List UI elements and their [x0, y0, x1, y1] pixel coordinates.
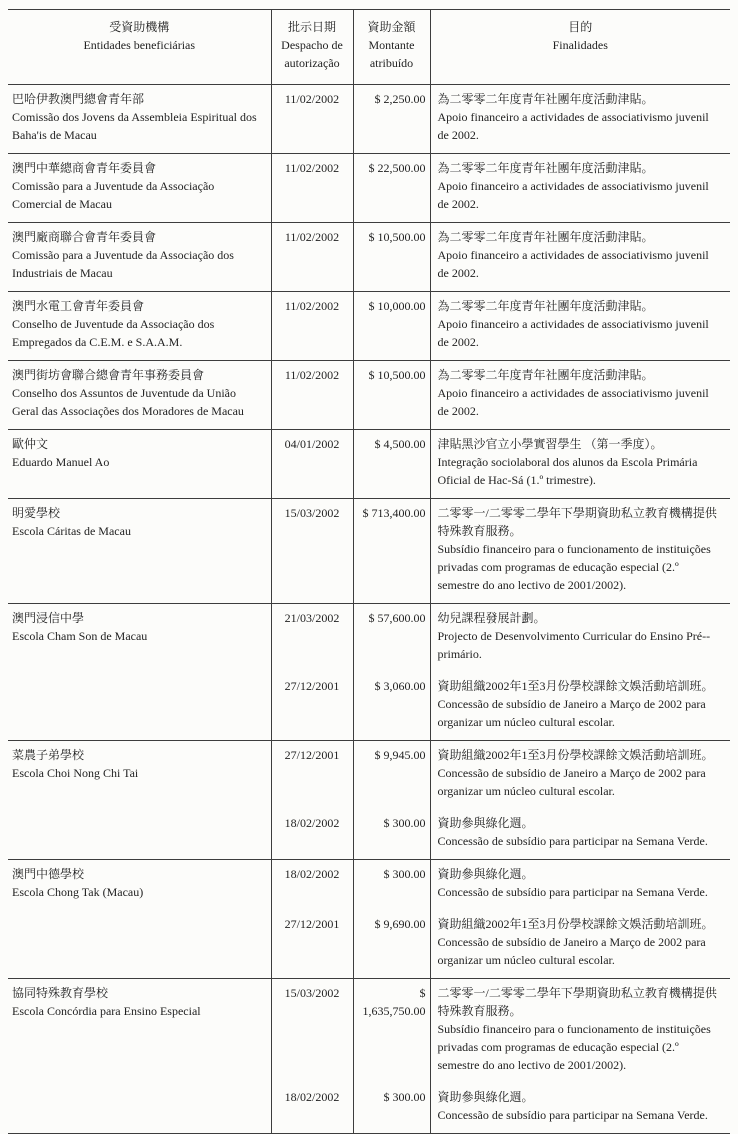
authorization-date: 11/02/2002 [271, 85, 353, 154]
entity-name-zh: 澳門廠商聯合會青年委員會 [12, 230, 157, 244]
entity-name-pt: Escola Cham Son de Macau [12, 629, 148, 643]
table-row [8, 741, 730, 810]
authorization-date: 18/02/2002 [271, 1083, 353, 1134]
table-row [8, 223, 730, 292]
entity-name-zh: 澳門浸信中學 [12, 611, 85, 625]
table-row [8, 154, 730, 223]
header-entity-pt: Entidades beneficiárias [83, 38, 196, 52]
table-row [8, 979, 730, 1084]
purpose-zh: 為二零零二年度青年社團年度活動津貼。 [437, 368, 654, 382]
purpose-pt: Apoio financeiro a actividades de associativismo juvenil de 2002. [437, 386, 709, 418]
table-row [8, 292, 730, 361]
purpose-pt: Concessão de subsídio de Janeiro a Março de 2002 para organizar um núcleo cultural escolar. [437, 935, 706, 967]
entity-name-zh: 澳門中德學校 [12, 867, 85, 881]
authorization-date: 11/02/2002 [271, 154, 353, 223]
entity-name-pt: Comissão para a Juventude da Associação Comercial de Macau [12, 179, 215, 211]
purpose-pt: Projecto de Desenvolvimento Curricular do Ensino Pré--primário. [437, 629, 711, 661]
purpose-pt: Subsídio financeiro para o funcionamento de instituições privadas com programas de educação especial (2.º semestre do ano lectivo de 2001/2002). [437, 542, 711, 592]
header-purpose-pt: Finalidades [552, 38, 608, 52]
entity-cell [8, 499, 271, 604]
entity-cell [8, 430, 271, 499]
purpose-pt: Concessão de subsídio para participar na Semana Verde. [437, 1108, 708, 1122]
entity-cell [8, 979, 271, 1134]
granted-amount: $ 1,635,750.00 [353, 979, 430, 1084]
authorization-date: 27/12/2001 [271, 672, 353, 741]
purpose-pt: Subsídio financeiro para o funcionamento de instituições privadas com programas de educação especial (2.º semestre do ano lectivo de 2001/2002). [437, 1022, 711, 1072]
purpose-pt: Concessão de subsídio de Janeiro a Março de 2002 para organizar um núcleo cultural escolar. [437, 766, 706, 798]
entity-name-zh: 澳門街坊會聯合總會青年事務委員會 [12, 368, 205, 382]
header-purpose-zh: 目的 [568, 20, 593, 34]
purpose-pt: Apoio financeiro a actividades de associativismo juvenil de 2002. [437, 317, 709, 349]
purpose-cell [430, 910, 730, 979]
granted-amount: $ 9,945.00 [353, 741, 430, 810]
purpose-pt: Apoio financeiro a actividades de associativismo juvenil de 2002. [437, 248, 709, 280]
authorization-date: 27/12/2001 [271, 741, 353, 810]
entity-name-pt: Comissão dos Jovens da Assembleia Espiritual dos Baha'is de Macau [12, 110, 257, 142]
purpose-zh: 為二零零二年度青年社團年度活動津貼。 [437, 299, 654, 313]
purpose-zh: 資助組織2002年1至3月份學校課餘文娛活動培訓班。 [437, 679, 714, 693]
header-date-pt: Despacho de autorização [281, 38, 343, 70]
purpose-cell [430, 604, 730, 673]
purpose-zh: 二零零一/二零零二學年下學期資助私立教育機構提供特殊教育服務。 [437, 986, 717, 1018]
granted-amount: $ 300.00 [353, 1083, 430, 1134]
purpose-cell [430, 979, 730, 1084]
entity-cell [8, 741, 271, 860]
purpose-zh: 資助組織2002年1至3月份學校課餘文娛活動培訓班。 [437, 917, 714, 931]
granted-amount: $ 10,000.00 [353, 292, 430, 361]
table-row [8, 430, 730, 499]
purpose-zh: 為二零零二年度青年社團年度活動津貼。 [437, 161, 654, 175]
entity-name-zh: 歐仲文 [12, 437, 49, 451]
authorization-date: 15/03/2002 [271, 979, 353, 1084]
granted-amount: $ 300.00 [353, 860, 430, 911]
entity-name-zh: 明愛學校 [12, 506, 61, 520]
entity-name-pt: Conselho de Juventude da Associação dos Empregados da C.E.M. e S.A.A.M. [12, 317, 215, 349]
purpose-cell [430, 1083, 730, 1134]
header-date-zh: 批示日期 [287, 20, 336, 34]
entity-cell [8, 85, 271, 154]
authorization-date: 15/03/2002 [271, 499, 353, 604]
table-row [8, 85, 730, 154]
purpose-cell [430, 430, 730, 499]
purpose-zh: 二零零一/二零零二學年下學期資助私立教育機構提供特殊教育服務。 [437, 506, 717, 538]
granted-amount: $ 713,400.00 [353, 499, 430, 604]
purpose-cell [430, 741, 730, 810]
entity-name-pt: Escola Choi Nong Chi Tai [12, 766, 139, 780]
header-purpose [430, 10, 730, 85]
purpose-cell [430, 860, 730, 911]
table-row [8, 604, 730, 673]
entity-name-pt: Escola Chong Tak (Macau) [12, 885, 144, 899]
granted-amount: $ 22,500.00 [353, 154, 430, 223]
entity-name-pt: Eduardo Manuel Ao [12, 455, 110, 469]
purpose-cell [430, 672, 730, 741]
authorization-date: 11/02/2002 [271, 361, 353, 430]
granted-amount: $ 10,500.00 [353, 223, 430, 292]
authorization-date: 11/02/2002 [271, 292, 353, 361]
entity-name-zh: 巴哈伊教澳門總會青年部 [12, 92, 145, 106]
purpose-cell [430, 154, 730, 223]
granted-amount: $ 57,600.00 [353, 604, 430, 673]
granted-amount: $ 300.00 [353, 809, 430, 860]
entity-name-zh: 澳門水電工會青年委員會 [12, 299, 145, 313]
purpose-cell [430, 85, 730, 154]
header-entity [8, 10, 271, 85]
purpose-zh: 資助組織2002年1至3月份學校課餘文娛活動培訓班。 [437, 748, 714, 762]
purpose-pt: Concessão de subsídio para participar na Semana Verde. [437, 885, 708, 899]
header-entity-zh: 受資助機構 [109, 20, 170, 34]
purpose-pt: Apoio financeiro a actividades de associativismo juvenil de 2002. [437, 179, 709, 211]
granted-amount: $ 3,060.00 [353, 672, 430, 741]
entity-name-zh: 菜農子弟學校 [12, 748, 85, 762]
purpose-zh: 幼兒課程發展計劃。 [437, 611, 546, 625]
entity-name-pt: Comissão para a Juventude da Associação dos Industriais de Macau [12, 248, 234, 280]
purpose-cell [430, 809, 730, 860]
purpose-cell [430, 292, 730, 361]
purpose-pt: Concessão de subsídio para participar na Semana Verde. [437, 834, 708, 848]
authorization-date: 18/02/2002 [271, 809, 353, 860]
subsidy-table [8, 9, 730, 1134]
entity-name-zh: 澳門中華總商會青年委員會 [12, 161, 157, 175]
entity-cell [8, 860, 271, 979]
table-row [8, 860, 730, 911]
entity-name-zh: 協同特殊教育學校 [12, 986, 109, 1000]
authorization-date: 11/02/2002 [271, 223, 353, 292]
granted-amount: $ 4,500.00 [353, 430, 430, 499]
purpose-pt: Concessão de subsídio de Janeiro a Março de 2002 para organizar um núcleo cultural escolar. [437, 697, 706, 729]
entity-cell [8, 223, 271, 292]
purpose-cell [430, 361, 730, 430]
entity-name-pt: Escola Cáritas de Macau [12, 524, 131, 538]
table-row [8, 361, 730, 430]
entity-cell [8, 361, 271, 430]
purpose-zh: 津貼黑沙官立小學實習學生 （第一季度）。 [437, 437, 663, 451]
purpose-cell [430, 223, 730, 292]
purpose-zh: 為二零零二年度青年社團年度活動津貼。 [437, 230, 654, 244]
header-amount-pt: Montante atribuído [368, 38, 415, 70]
purpose-zh: 資助參與綠化週。 [437, 1090, 534, 1104]
table-row [8, 499, 730, 604]
granted-amount: $ 9,690.00 [353, 910, 430, 979]
authorization-date: 21/03/2002 [271, 604, 353, 673]
entity-cell [8, 604, 271, 741]
granted-amount: $ 2,250.00 [353, 85, 430, 154]
entity-name-pt: Conselho dos Assuntos de Juventude da União Geral das Associações dos Moradores de Macau [12, 386, 244, 418]
granted-amount: $ 10,500.00 [353, 361, 430, 430]
authorization-date: 18/02/2002 [271, 860, 353, 911]
purpose-cell [430, 499, 730, 604]
entity-cell [8, 292, 271, 361]
purpose-pt: Integração sociolaboral dos alunos da Escola Primária Oficial de Hac-Sá (1.º trimestre). [437, 455, 698, 487]
header-amount-zh: 資助金額 [367, 20, 416, 34]
entity-name-pt: Escola Concórdia para Ensino Especial [12, 1004, 201, 1018]
purpose-pt: Apoio financeiro a actividades de associativismo juvenil de 2002. [437, 110, 709, 142]
purpose-zh: 資助參與綠化週。 [437, 816, 534, 830]
purpose-zh: 為二零零二年度青年社團年度活動津貼。 [437, 92, 654, 106]
entity-cell [8, 154, 271, 223]
authorization-date: 27/12/2001 [271, 910, 353, 979]
authorization-date: 04/01/2002 [271, 430, 353, 499]
purpose-zh: 資助參與綠化週。 [437, 867, 534, 881]
header-date [271, 10, 353, 85]
table-header-row [8, 10, 730, 85]
header-amount [353, 10, 430, 85]
